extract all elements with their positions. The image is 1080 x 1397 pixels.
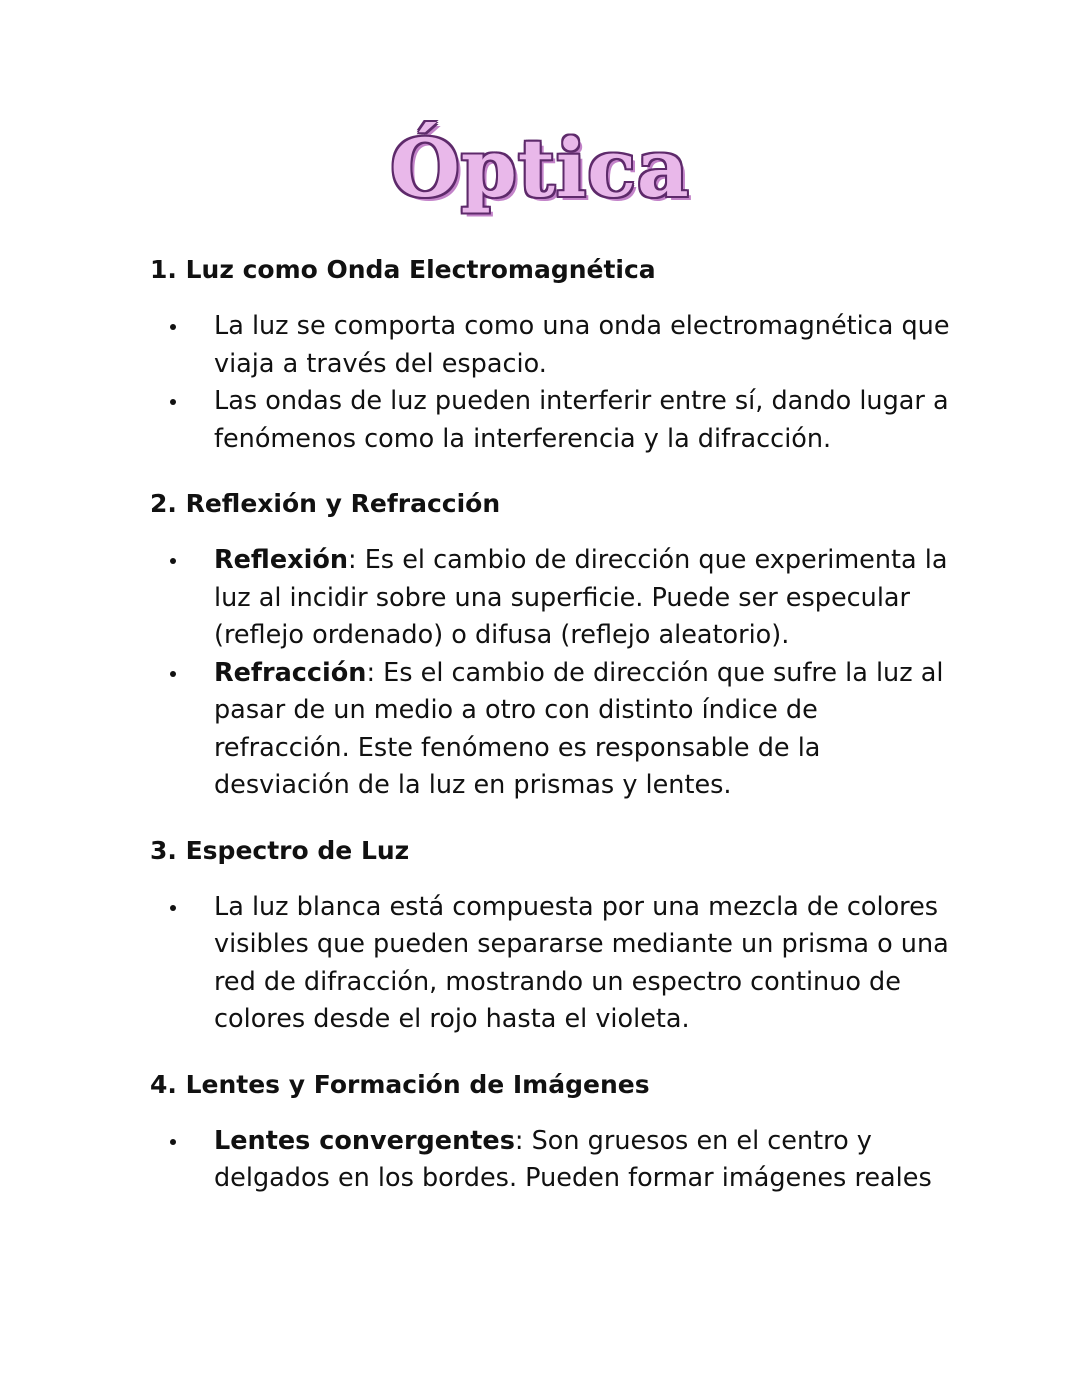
bullet-text: : Son gruesos en el centro y delgados en los bordes. Pueden formar imágenes reales <box>214 1125 932 1193</box>
bullet-icon <box>170 671 176 677</box>
bullet-term: Lentes convergentes <box>214 1125 515 1156</box>
bullet-term: Reflexión <box>214 545 348 575</box>
bullet-text: : Es el cambio de dirección que sufre la luz al pasar de un medio a otro con distinto índice de refracción. Este fenómeno es responsable de la desviación de la luz en prismas y lentes. <box>214 657 944 800</box>
page-title: Óptica <box>390 121 690 215</box>
bullet-text: : Es el cambio de dirección que experimenta la luz al incidir sobre una superficie. Puede ser especular (reflejo ordenado) o difusa (reflejo aleatorio). <box>214 545 948 650</box>
bullet-text: La luz blanca está compuesta por una mezcla de colores visibles que pueden separarse mediante un prisma o una red de difracción, mostrando un espectro continuo de colores desde el rojo hasta el violeta. <box>214 891 949 1034</box>
section-heading: 1. Luz como Onda Electromagnética <box>150 255 656 284</box>
list-item <box>150 542 950 655</box>
document-body <box>150 248 950 1222</box>
section-reflexion-refraccion <box>150 482 950 805</box>
bullet-list <box>150 1123 950 1198</box>
bullet-icon <box>170 399 176 405</box>
section-heading: 3. Espectro de Luz <box>150 835 410 865</box>
bullet-icon <box>170 558 176 564</box>
list-item <box>150 889 950 1039</box>
bullet-list <box>150 889 950 1039</box>
bullet-icon <box>170 1139 176 1145</box>
bullet-list <box>150 542 950 805</box>
section-lentes <box>150 1063 950 1198</box>
bullet-icon <box>170 324 176 330</box>
section-heading: 4. Lentes y Formación de Imágenes <box>150 1069 650 1099</box>
section-espectro <box>150 829 950 1039</box>
bullet-icon <box>170 905 176 911</box>
list-item <box>150 383 950 458</box>
list-item <box>150 655 950 805</box>
list-item <box>150 1123 950 1198</box>
section-luz-onda <box>150 248 950 458</box>
bullet-text: Las ondas de luz pueden interferir entre sí, dando lugar a fenómenos como la interferencia y la difracción. <box>214 386 949 454</box>
bullet-list <box>150 308 950 458</box>
list-item <box>150 308 950 383</box>
bullet-text: La luz se comporta como una onda electromagnética que viaja a través del espacio. <box>214 311 950 379</box>
section-heading: 2. Reflexión y Refracción <box>150 489 501 518</box>
bullet-term: Refracción <box>214 657 367 688</box>
